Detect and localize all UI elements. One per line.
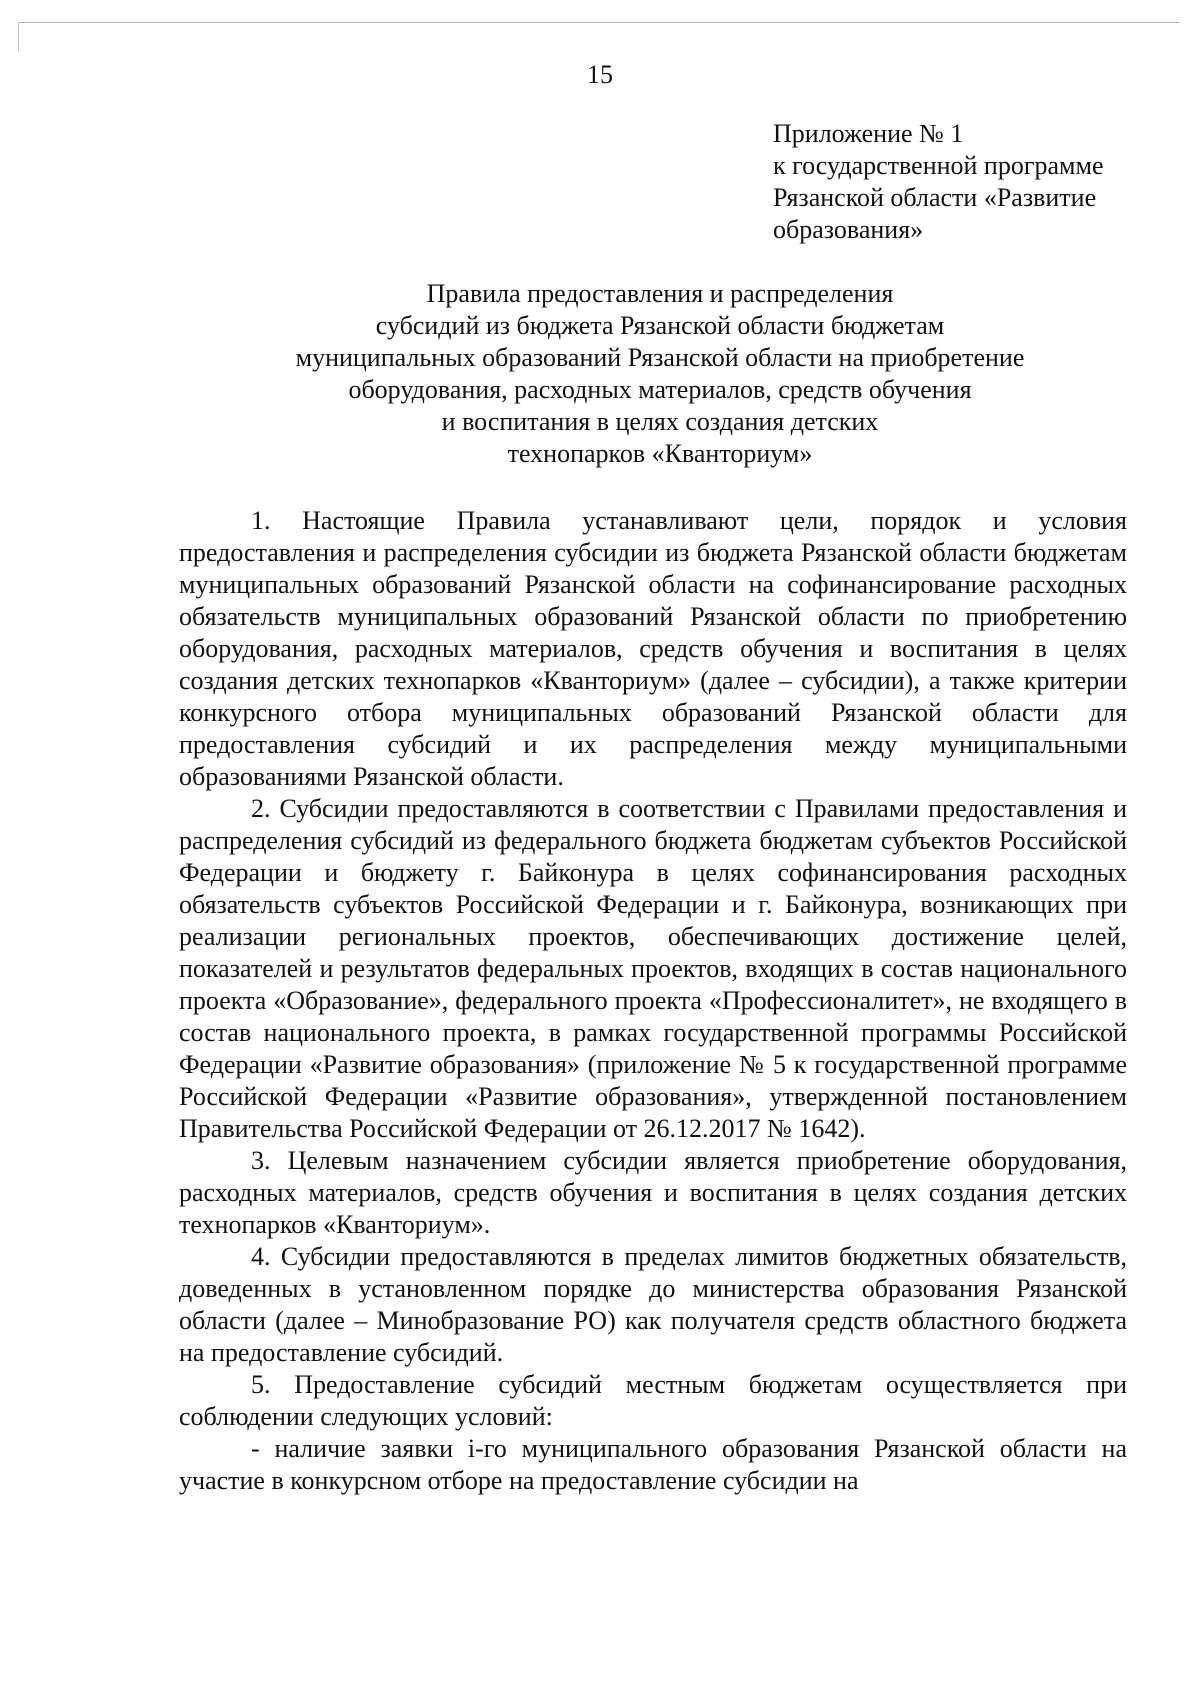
title-line: и воспитания в целях создания детских (441, 407, 879, 436)
scan-border-left (18, 22, 19, 52)
title-line: субсидий из бюджета Рязанской области бюджетам (375, 311, 945, 340)
paragraph-1: 1. Настоящие Правила устанавливают цели, порядок и условия предоставления и распределения субсидии из бюджета Рязанской области бюджетам муниципальных образований Рязанской области на софинансирование расходных обязательств муниципальных образований Рязанской области по приобретению оборудования, расходных материалов, средств обучения и воспитания в целях создания детских технопарков «Кванториум» (далее – субсидии), а также критерии конкурсного отбора муниципальных образований Рязанской области для предоставления субсидий и их распределения между муниципальными образованиями Рязанской области. (179, 506, 1127, 791)
scan-border-top (18, 22, 1180, 23)
title-line: оборудования, расходных материалов, средств обучения (348, 375, 972, 404)
paragraph-3: 3. Целевым назначением субсидии является приобретение оборудования, расходных материалов, средств обучения и воспитания в целях создания детских технопарков «Кванториум». (179, 1146, 1127, 1239)
appendix-header (773, 118, 1104, 246)
paragraph-4: 4. Субсидии предоставляются в пределах лимитов бюджетных обязательств, доведенных в установленном порядке до министерства образования Рязанской области (далее – Минобразование РО) как получателя средств областного бюджета на предоставление субсидий. (179, 1242, 1127, 1367)
appendix-line: Приложение № 1 (773, 119, 964, 148)
document-body (179, 505, 1127, 1497)
title-line: муниципальных образований Рязанской области на приобретение (295, 343, 1025, 372)
paragraph-5-condition: - наличие заявки i-го муниципального образования Рязанской области на участие в конкурсном отборе на предоставление субсидии на (179, 1434, 1127, 1495)
appendix-line: образования» (773, 215, 924, 244)
title-line: Правила предоставления и распределения (426, 279, 894, 308)
page-number: 15 (587, 60, 613, 89)
document-title (0, 278, 1200, 470)
paragraph-5: 5. Предоставление субсидий местным бюджетам осуществляется при соблюдении следующих условий: (179, 1370, 1127, 1431)
appendix-line: Рязанской области «Развитие (773, 183, 1097, 212)
paragraph-2: 2. Субсидии предоставляются в соответствии с Правилами предоставления и распределения субсидий из федерального бюджета бюджетам субъектов Российской Федерации и бюджету г. Байконура в целях софинансирования расходных обязательств субъектов Российской Федерации и г. Байконура, возникающих при реализации региональных проектов, обеспечивающих достижение целей, показателей и результатов федеральных проектов, входящих в состав национального проекта «Образование», федерального проекта «Профессионалитет», не входящего в состав национального проекта, в рамках государственной программы Российской Федерации «Развитие образования» (приложение № 5 к государственной программе Российской Федерации «Развитие образования», утвержденной постановлением Правительства Российской Федерации от 26.12.2017 № 1642). (179, 794, 1127, 1143)
title-line: технопарков «Кванториум» (507, 439, 813, 468)
appendix-line: к государственной программе (773, 151, 1104, 180)
